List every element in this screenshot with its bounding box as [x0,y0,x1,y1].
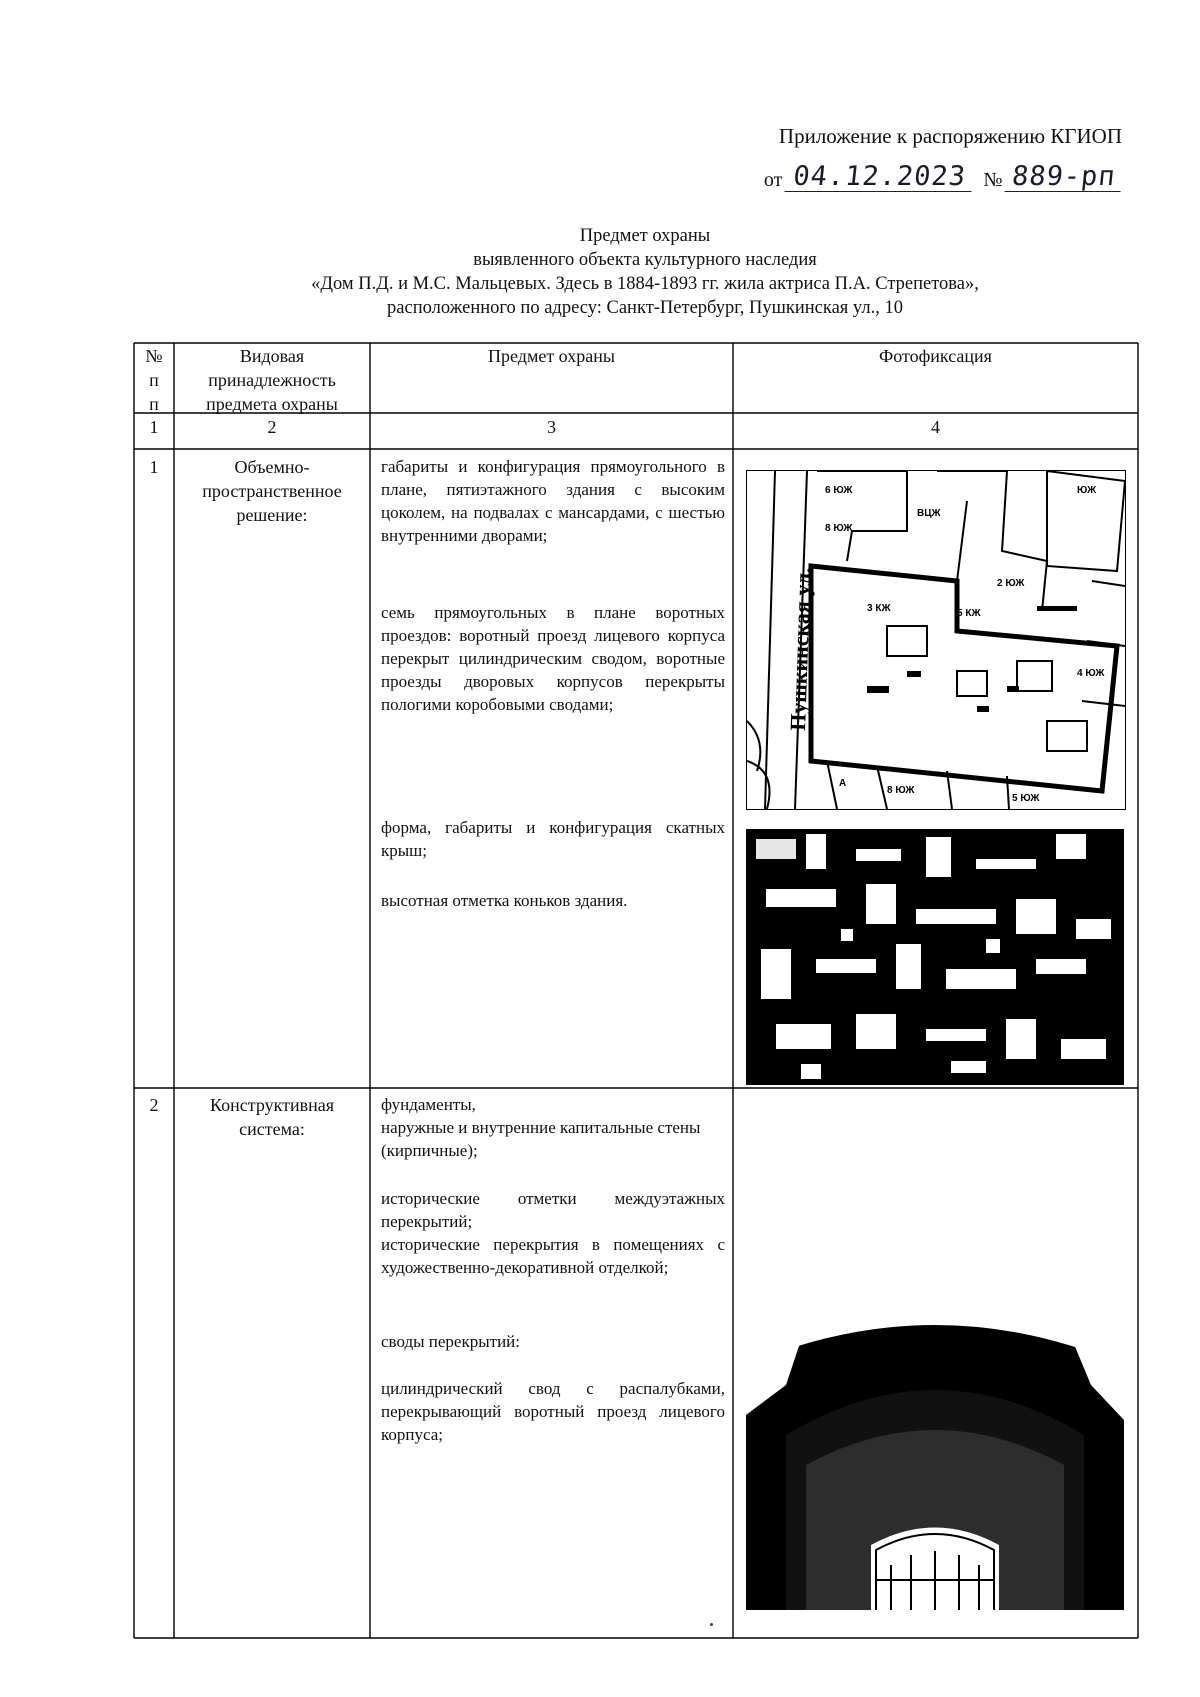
protection-item: исторические перекрытия в помещениях с художественно-декоративной отделкой; [381,1235,725,1277]
map-label: 8 ЮЖ [825,523,853,534]
number-prefix: № [983,169,1003,192]
map-label: ЮЖ [1077,485,1097,496]
header-photo: Фотофиксация [879,346,992,366]
title-line: «Дом П.Д. и М.С. Мальцевых. Здесь в 1884-1893 гг. жила актриса П.А. Стрепетова», [311,274,979,294]
protection-item: фундаменты, [381,1095,476,1114]
title-line: выявленного объекта культурного наследия [473,250,817,270]
column-number: 4 [931,417,940,437]
appendix-line: Приложение к распоряжению КГИОП [778,124,1122,148]
map-label: 8 ЮЖ [887,785,915,796]
map-label: ВЦЖ [917,508,941,519]
protection-item: форма, габариты и конфигурация скатных крыш; [381,818,725,860]
row-type-line: пространственное [202,481,342,501]
protection-item: своды перекрытий: [381,1332,521,1351]
header-text: п [149,394,159,414]
order-date-number [764,163,1122,192]
gate-vault-image [746,1325,1124,1610]
title-line: расположенного по адресу: Санкт-Петербург, Пушкинская ул., 10 [387,298,903,318]
header-text: Видовая [239,346,305,366]
protection-item: габариты и конфигурация прямоугольного в плане, пятиэтажного здания с высоким цоколем, на подвалах с мансардами, с шестью внутренними дворами; [381,457,725,545]
map-label: 2 ЮЖ [997,578,1025,589]
scan-speck [710,1623,713,1626]
map-label: 3 КЖ [867,603,891,614]
row-type-line: Объемно- [234,457,310,477]
header-number [134,344,174,416]
column-number: 2 [267,417,277,437]
title-line: Предмет охраны [579,226,711,246]
aerial-drawing [746,829,1124,1085]
row-type [174,455,370,527]
header-text: предмета охраны [206,394,338,414]
map-street-label: Пушкинская ул. [785,566,816,732]
map-label: 5 ЮЖ [1012,793,1040,804]
date-prefix: от [763,169,783,192]
header-text: п [149,370,159,390]
protection-item: цилиндрический свод с распалубками, перекрывающий воротный проезд лицевого корпуса; [381,1379,725,1444]
vault-drawing [746,1325,1124,1610]
header-text: принадлежность [208,370,336,390]
appendix-reference [764,124,1122,192]
header-subject: Предмет охраны [488,346,615,366]
column-number: 1 [149,417,159,437]
row-type-line: решение: [236,505,308,525]
order-date: 04.12.2023 [785,163,975,192]
column-number: 3 [547,417,556,437]
row-number: 2 [149,1095,159,1115]
map-label: 4 ЮЖ [1077,668,1105,679]
header-type [174,344,370,416]
row-type [174,1093,370,1141]
row-type-line: Конструктивная [210,1095,334,1115]
map-label: 5 КЖ [957,608,981,619]
order-number: 889-рп [1005,163,1124,192]
protection-item: исторические отметки междуэтажных перекрытий; [381,1189,725,1231]
row-number: 1 [149,457,159,477]
row-type-line: система: [239,1119,305,1139]
map-drawing [747,471,1125,809]
document-title [0,224,1200,320]
protection-item: наружные и внутренние капитальные стены (кирпичные); [381,1118,701,1160]
map-excerpt-image [746,470,1126,810]
protection-item: высотная отметка коньков здания. [381,891,628,910]
protection-item: семь прямоугольных в плане воротных проездов: воротный проезд лицевого корпуса перекрыт цилиндрическим сводом, воротные проезды дворовых корпусов перекрыты пологими коробовыми сводами; [381,603,725,714]
map-label: A [839,778,847,789]
header-text: № [145,346,163,366]
aerial-view-image [746,829,1124,1085]
map-label: 6 ЮЖ [825,485,853,496]
